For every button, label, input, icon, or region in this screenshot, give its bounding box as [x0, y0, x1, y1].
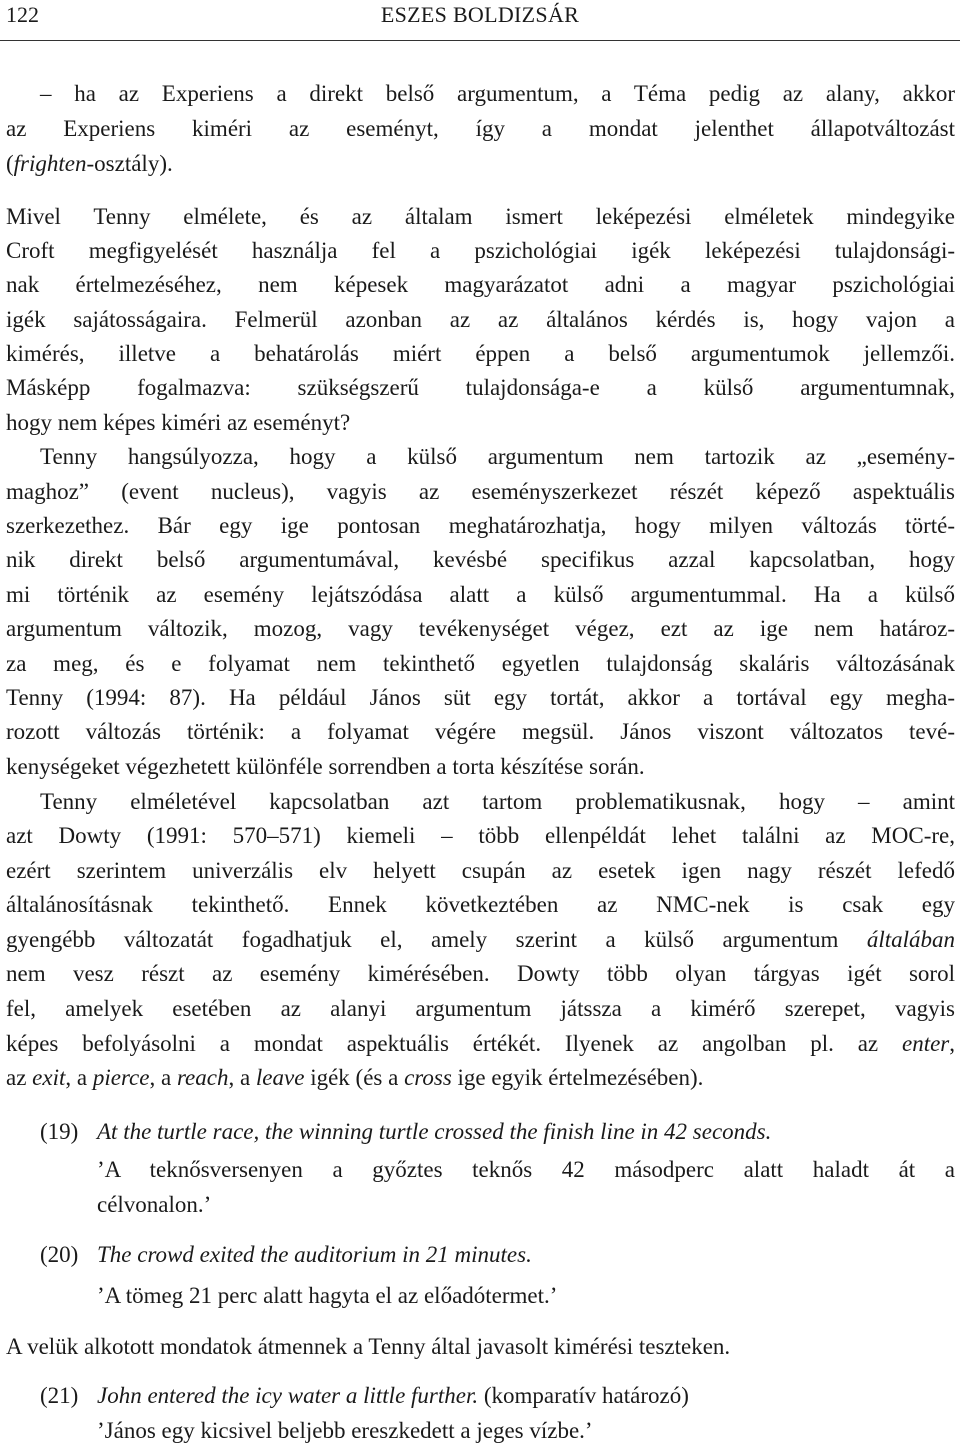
text-run: , a [149, 1065, 177, 1090]
text-line: Tenny (1994: 87). Ha például János süt egy tortát, akkor a tortával egy megha- [6, 685, 955, 710]
text-line: – ha az Experiens a direkt belső argumentum, a Téma pedig az alany, akkor [40, 81, 955, 106]
page-number: 122 [6, 2, 39, 27]
example-number: (21) [40, 1383, 79, 1408]
text-line: Tenny elméletével kapcsolatban azt tartom problematikusnak, hogy – amint [40, 789, 955, 814]
text-run: képes befolyásolni a mondat aspektuális értékét. Ilyenek az angolban pl. az [6, 1031, 902, 1056]
italic-term: pierce [92, 1065, 150, 1090]
example-sentence-line [97, 1381, 689, 1411]
italic-term: leave [255, 1065, 305, 1090]
italic-term: általában [866, 927, 955, 952]
text-line: Másképp fogalmazva: szükségszerű tulajdonsága-e a külső argumentumnak, [6, 375, 955, 400]
text-line [6, 1029, 955, 1059]
text-line [6, 925, 955, 955]
text-run: , a [65, 1065, 93, 1090]
text-line: azt Dowty (1991: 570–571) kiemeli – több ellenpéldát lehet találni az MOC-re, [6, 823, 955, 848]
text-line: kenységeket végezhetett különféle sorrendben a torta készítése során. [6, 754, 645, 779]
text-line: általánosításnak tekinthető. Ennek következtében az NMC-nek is csak egy [6, 892, 955, 917]
example-number: (20) [40, 1242, 79, 1267]
example-sentence: John entered the icy water a little further. [97, 1383, 479, 1408]
text-line: nem vesz részt az esemény kimérésében. Dowty több olyan tárgyas igét sorol [6, 961, 955, 986]
example-number: (19) [40, 1119, 79, 1144]
text-run: ige egyik értelmezésében). [451, 1065, 704, 1090]
example-note: (komparatív határozó) [478, 1383, 689, 1408]
italic-term: enter [901, 1031, 950, 1056]
text-line: mi történik az esemény lejátszódása alatt a külső argumentummal. Ha a külső [6, 582, 955, 607]
italic-term: reach [176, 1065, 229, 1090]
text-run: -osztály). [86, 151, 173, 176]
text-line: az Experiens kiméri az eseményt, így a mondat jelenthet állapotváltozást [6, 116, 955, 141]
text-line: za meg, és e folyamat nem tekinthető egyetlen tulajdonság skaláris változásának [6, 651, 955, 676]
text-line: Croft megfigyelését használja fel a pszichológiai igék leképezési tulajdonsági- [6, 238, 955, 263]
text-line: kimérés, illetve a behatárolás miért éppen a belső argumentumok jellemzői. [6, 341, 955, 366]
text-line: argumentum változik, mozog, vagy tevékenységet végez, ezt az ige nem határoz- [6, 616, 955, 641]
text-run: az [6, 1065, 33, 1090]
text-line: szerkezethez. Bár egy ige pontosan meghatározhatja, hogy milyen változás törté- [6, 513, 955, 538]
text-run: igék (és a [304, 1065, 405, 1090]
italic-term: exit [32, 1065, 66, 1090]
example-sentence: The crowd exited the auditorium in 21 minutes. [97, 1242, 532, 1267]
example-sentence: At the turtle race, the winning turtle crossed the finish line in 42 seconds. [97, 1119, 772, 1144]
text-line: nak értelmezéséhez, nem képesek magyarázatot adni a magyar pszichológiai [6, 272, 955, 297]
text-line: fel, amelyek esetében az alanyi argumentum játssza a kimérő szerepet, vagyis [6, 996, 955, 1021]
text-line: ezért szerintem univerzális elv helyett csupán az esetek igen nagy részét lefedő [6, 858, 955, 883]
text-line: hogy nem képes kiméri az eseményt? [6, 410, 351, 435]
text-line: A velük alkotott mondatok átmennek a Tenny által javasolt kimérési teszteken. [6, 1334, 731, 1359]
example-gloss: ’A tömeg 21 perc alatt hagyta el az előadótermet.’ [97, 1283, 558, 1308]
text-line [6, 149, 173, 179]
text-line: rozott változás történik: a folyamat végére megsül. János viszont változatos tevé- [6, 719, 955, 744]
text-line [6, 1063, 703, 1093]
italic-term: frighten [13, 151, 87, 176]
example-gloss: célvonalon.’ [97, 1192, 212, 1217]
text-run: , [949, 1031, 955, 1056]
text-line: Mivel Tenny elmélete, és az általam ismert leképezési elméletek mindegyike [6, 204, 955, 229]
text-line: igék sajátosságaira. Felmerül azonban az az általános kérdés is, hogy vajon a [6, 307, 955, 332]
example-gloss: ’A teknősversenyen a győztes teknős 42 másodperc alatt haladt át a [97, 1157, 955, 1182]
example-gloss: ’János egy kicsivel beljebb ereszkedett a jeges vízbe.’ [97, 1418, 593, 1443]
italic-term: cross [404, 1065, 452, 1090]
text-run: , a [228, 1065, 256, 1090]
text-run: ( [6, 151, 14, 176]
text-line: nik direkt belső argumentumával, kevésbé specifikus azzal kapcsolatban, hogy [6, 547, 955, 572]
running-head: ESZES BOLDIZSÁR [380, 2, 580, 27]
page-header [0, 0, 960, 41]
text-run: gyengébb változatát fogadhatjuk el, amely szerint a külső argumentum [6, 927, 867, 952]
text-line: maghoz” (event nucleus), vagyis az eseményszerkezet részét képező aspektuális [6, 479, 955, 504]
text-line: Tenny hangsúlyozza, hogy a külső argumentum nem tartozik az „esemény- [40, 444, 955, 469]
